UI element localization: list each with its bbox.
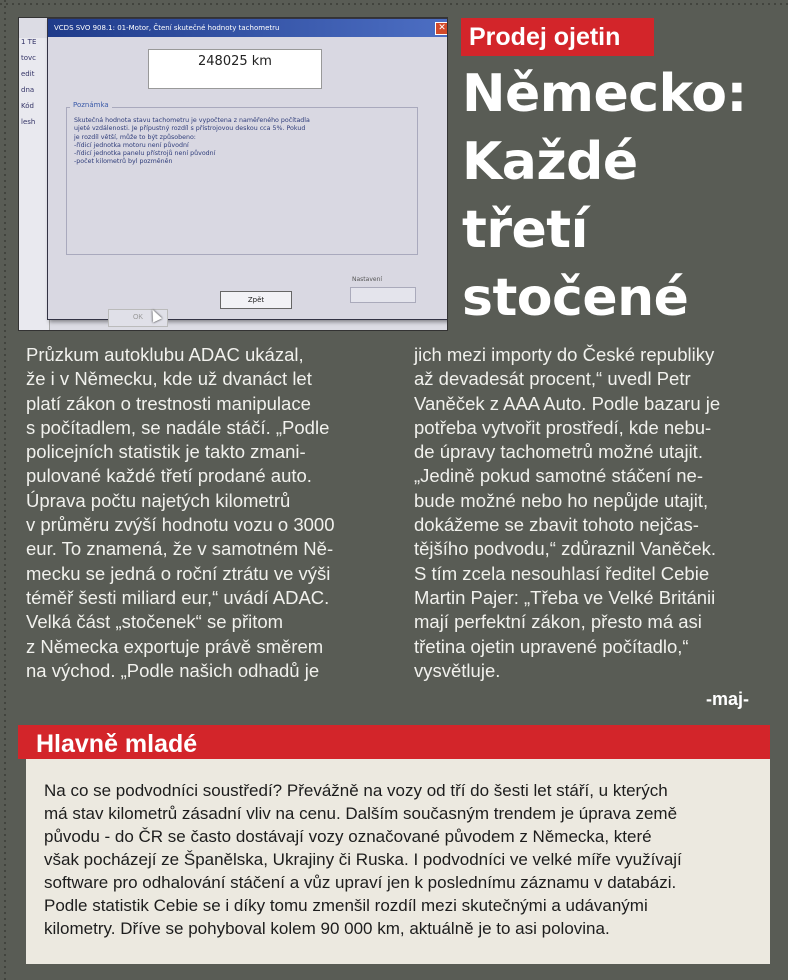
note-line: -řídicí jednotka panelu přístrojů není původní [74,150,216,158]
article-line: bude možné nebo ho nepůjde utajit, [414,489,709,511]
article-line: dokážeme se zbavit tohoto nejčas- [414,514,699,536]
section-tag: Prodej ojetin [461,18,654,56]
dotted-border-left [4,0,6,980]
left-panel-item: Kód [21,102,34,110]
article-line: z Německa exportuje právě směrem [26,635,324,657]
background-left-panel [19,38,50,331]
box-line: Podle statistik Cebie se i díky tomu zmenšil rozdíl mezi skutečnými a udávanými [44,896,648,915]
box-line: software pro odhalování stáčení a vůz upraví jen k poslednímu záznamu v databázi. [44,873,677,892]
left-panel-item: tovc [21,54,37,62]
odometer-dialog [47,18,448,320]
article-line: že i v Německu, kde už dvanáct let [26,368,312,390]
article-line: mecku se jedná o roční ztrátu ve výši [26,562,331,584]
box-line: Na co se podvodníci soustředí? Převážně na vozy od tří do šesti let stáří, u kterých [44,781,668,800]
note-line: -počet kilometrů byl pozměněn [74,158,173,166]
article-line: tějšího podvodu,“ zdůraznil Vaněček. [414,538,717,560]
box-line: původu - do ČR se často dostávají vozy označované původem z Německa, které [44,827,652,846]
article-line: Martin Pajer: „Třeba ve Velké Británii [414,586,716,608]
article-line: mají perfektní zákon, přesto má asi [414,611,702,633]
article-line: Průzkum autoklubu ADAC ukázal, [26,344,304,365]
article-column-left [26,343,386,683]
settings-field[interactable] [350,287,416,303]
box-line: však pocházejí ze Španělska, Ukrajiny či Ruska. I podvodníci ve velké míře využívají [44,850,682,869]
article-line: na východ. „Podle našich odhadů je [26,659,320,681]
article-line: potřeba vytvořit prostředí, kde nebu- [414,416,712,438]
article-line: téměř šesti miliard eur,“ uvádí ADAC. [26,586,330,608]
article-line: třetina ojetin upravené počítadlo,“ [414,635,689,657]
article-line: Úprava počtu najetých kilometrů [26,489,291,511]
left-panel-item: 1 TE [21,38,37,46]
note-line: je rozdíl větší, může to být způsobeno: [74,133,196,141]
author-signature: -maj- [706,689,750,709]
back-button[interactable]: Zpět [220,291,292,309]
close-icon[interactable]: ✕ [435,22,448,35]
dotted-border-top [0,3,788,5]
settings-label: Nastavení [352,276,383,283]
ok-button[interactable]: OK [108,309,168,327]
left-panel-item: edit [21,70,35,78]
dialog-title-bar [48,19,448,37]
note-line: -řídicí jednotka motoru není původní [74,141,189,149]
article-line: de úpravy tachometrů možné utajit. [414,441,703,463]
left-panel-item: lesh [21,118,36,126]
article-line: platí zákon o trestnosti manipulace [26,392,311,414]
article-line: pulované každé třetí prodané auto. [26,465,312,487]
note-text [74,117,404,167]
note-group-label: Poznámka [70,101,112,109]
article-column-right [414,343,774,683]
article-line: policejních statistik je takto zmani- [26,441,306,463]
box-line: kilometry. Dříve se pohyboval kolem 90 000 km, aktuálně je to asi polovina. [44,919,610,938]
headline-line: Německo: [462,64,747,124]
article-line: jich mezi importy do České republiky [414,344,715,365]
note-line: ujeté vzdálenosti. Je přípustný rozdíl s přístrojovou deskou cca 5%. Pokud [74,125,306,133]
article-line: až devadesát procent,“ uvedl Petr [414,368,691,390]
article-line: eur. To znamená, že v samotném Ně- [26,538,334,560]
article-line: S tím zcela nesouhlasí ředitel Cebie [414,562,710,584]
article-line: s počítadlem, se nadále stáčí. „Podle [26,416,330,438]
headline-line: Každé [462,132,638,192]
headline-line: třetí [462,200,588,260]
odometer-value-field: 248025 km [148,49,322,89]
article-line: „Jedině pokud samotné stáčení ne- [414,465,703,487]
dialog-title: VCDS SVO 908.1: 01-Motor, Čtení skutečné hodnoty tachometru [54,24,280,32]
box-line: má stav kilometrů zásadní vliv na cenu. Dalším současným trendem je úprava země [44,804,678,823]
software-screenshot-photo [18,17,448,331]
box-text [44,779,682,940]
left-panel-item: dna [21,86,35,94]
article-line: v průměru zvýší hodnotu vozu o 3000 [26,514,335,536]
headline-line: stočené [462,268,689,328]
note-line: Skutečná hodnota stavu tachometru je vypočtena z naměřeného počítadla [74,117,310,124]
article-line: Vaněček z AAA Auto. Podle bazaru je [414,392,721,414]
article-line: vysvětluje. [414,659,501,681]
article-line: Velká část „stočenek“ se přitom [26,611,284,633]
box-title: Hlavně mladé [36,730,198,758]
headline [462,60,782,332]
